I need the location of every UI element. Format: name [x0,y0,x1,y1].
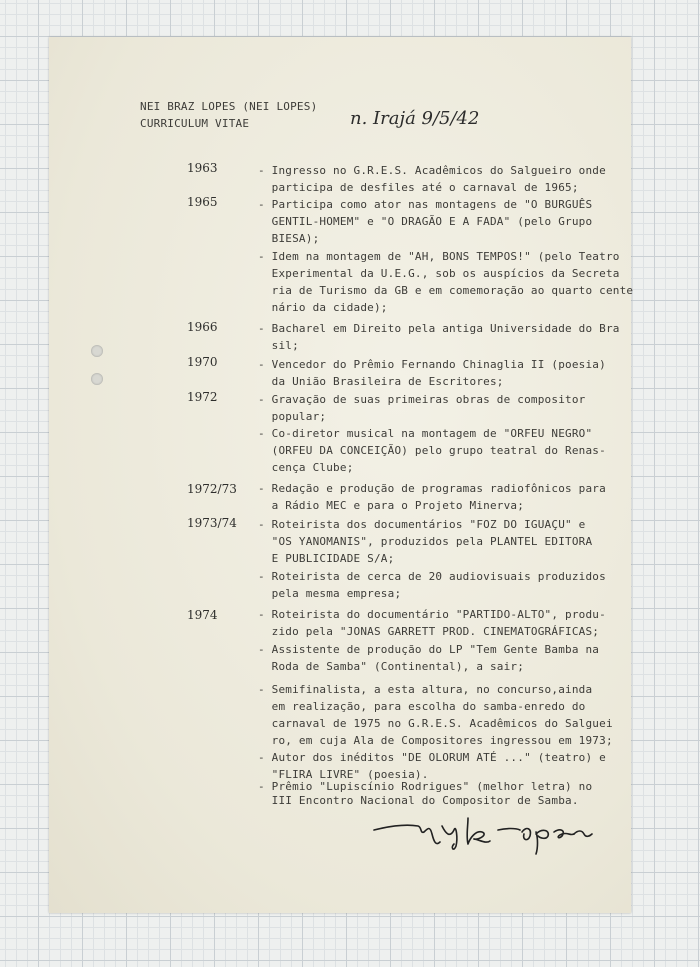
entry-line: cença Clube; [258,461,354,474]
binder-hole [91,373,103,385]
entry-line: BIESA); [258,232,320,245]
entry-line: GENTIL-HOMEM" e "O DRAGÃO E A FADA" (pelo Grupo [258,215,593,228]
entry-year: 1963 [187,161,218,175]
entry-line: - Autor dos inéditos "DE OLORUM ATÉ ..." (teatro) e [258,751,606,764]
entry-line: (ORFEU DA CONCEIÇÃO) pelo grupo teatral do Renas- [258,444,606,457]
entry-year: 1965 [187,195,218,209]
entry-line: popular; [258,410,327,423]
entry-line: E PUBLICIDADE S/A; [258,552,395,565]
entry-line: ro, em cuja Ala de Compositores ingressou em 1973; [258,734,613,747]
binder-hole [91,345,103,357]
entry-line: - Vencedor do Prêmio Fernando Chinaglia II (poesia) [258,358,606,371]
entry-line: em realização, para escolha do samba-enredo do [258,700,586,713]
entry-year: 1972/73 [187,482,237,496]
entry-line: - Prêmio "Lupiscínio Rodrigues" (melhor letra) no [258,780,593,793]
entry-line: - Assistente de produção do LP "Tem Gente Bamba na [258,643,600,656]
entry-line: participa de desfiles até o carnaval de 1965; [258,181,579,194]
entry-line: - Roteirista do documentário "PARTIDO-ALTO", produ- [258,608,606,621]
entry-line: nário da cidade); [258,301,388,314]
entry-year: 1970 [187,355,218,369]
entry-year: 1974 [187,608,218,622]
entry-line: da União Brasileira de Escritores; [258,375,504,388]
entry-line: - Bacharel em Direito pela antiga Universidade do Bra [258,322,620,335]
author-name: NEI BRAZ LOPES (NEI LOPES) [140,100,318,113]
entry-line: Roda de Samba" (Continental), a sair; [258,660,525,673]
entry-line: - Idem na montagem de "AH, BONS TEMPOS!" (pelo Teatro [258,250,620,263]
handwritten-birth-note: n. Irajá 9/5/42 [350,108,480,129]
entry-line: a Rádio MEC e para o Projeto Minerva; [258,499,525,512]
entry-line: - Co-diretor musical na montagem de "ORFEU NEGRO" [258,427,593,440]
handwritten-signature [370,808,600,858]
entry-line: - Roteirista de cerca de 20 audiovisuais produzidos [258,570,606,583]
entry-line: sil; [258,339,299,352]
entry-line: Experimental da U.E.G., sob os auspícios da Secreta [258,267,620,280]
entry-line: - Gravação de suas primeiras obras de compositor [258,393,586,406]
entry-line: III Encontro Nacional do Compositor de Samba. [258,794,579,807]
entry-year: 1966 [187,320,218,334]
entry-line: "FLIRA LIVRE" (poesia). [258,768,429,781]
entry-line: "OS YANOMANIS", produzidos pela PLANTEL EDITORA [258,535,593,548]
entry-year: 1973/74 [187,516,237,530]
entry-line: - Participa como ator nas montagens de "O BURGUÊS [258,198,593,211]
entry-year: 1972 [187,390,218,404]
document-title: CURRICULUM VITAE [140,117,250,130]
entry-line: - Roteirista dos documentários "FOZ DO IGUAÇU" e [258,518,586,531]
entry-line: - Redação e produção de programas radiofônicos para [258,482,606,495]
entry-line: carnaval de 1975 no G.R.E.S. Acadêmicos do Salguei [258,717,613,730]
entry-line: ria de Turismo da GB e em comemoração ao quarto cente [258,284,634,297]
entry-line: zido pela "JONAS GARRETT PROD. CINEMATOGRÁFICAS; [258,625,600,638]
entry-line: - Ingresso no G.R.E.S. Acadêmicos do Salgueiro onde [258,164,606,177]
entry-line: - Semifinalista, a esta altura, no concurso,ainda [258,683,593,696]
entry-line: pela mesma empresa; [258,587,402,600]
